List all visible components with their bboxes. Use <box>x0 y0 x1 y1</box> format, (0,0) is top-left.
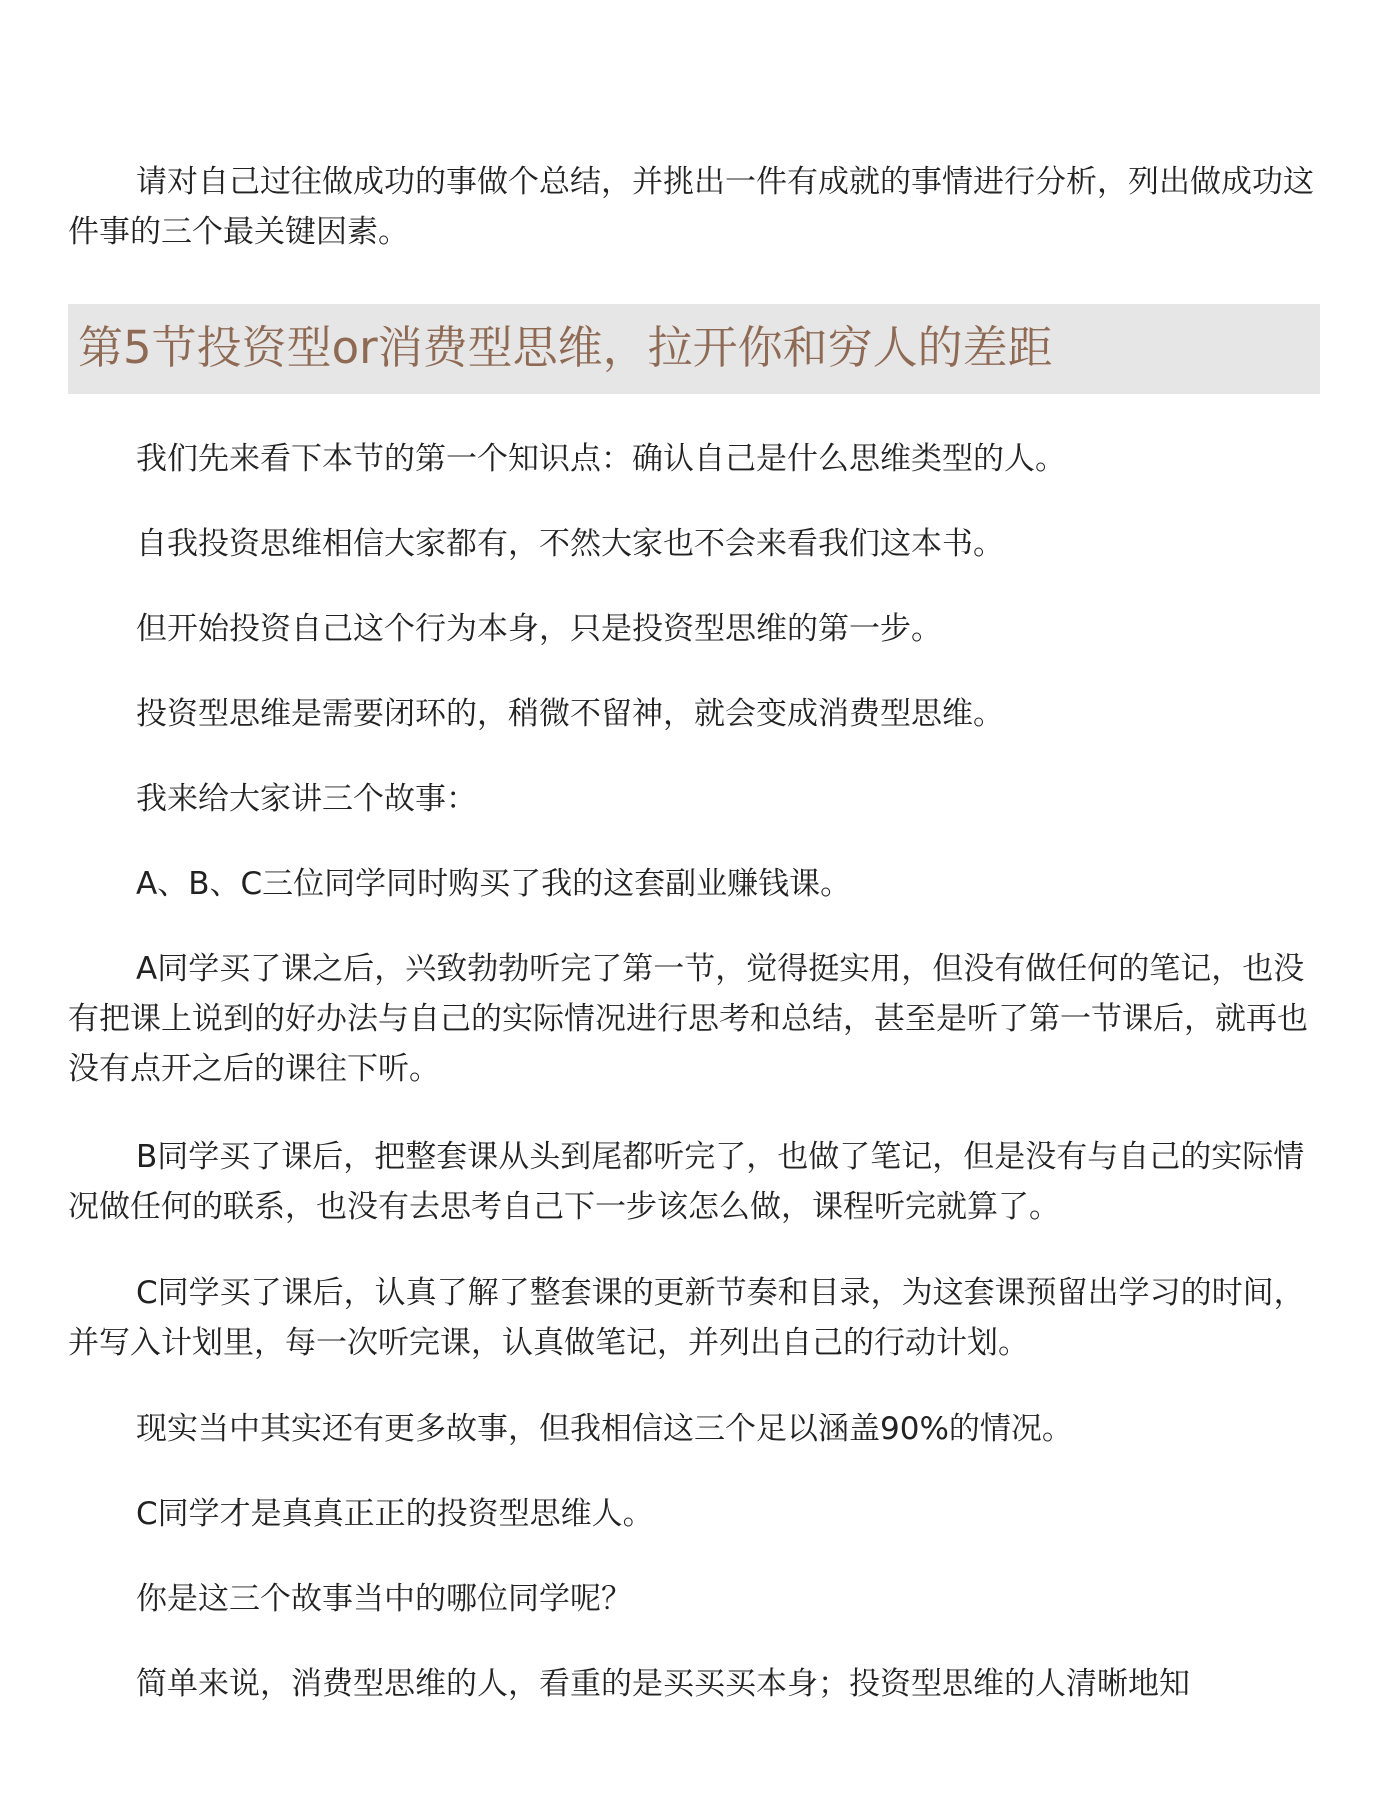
paragraph-10: 现实当中其实还有更多故事，但我相信这三个足以涵盖90%的情况。 <box>136 1411 1073 1447</box>
paragraph-2: 自我投资思维相信大家都有，不然大家也不会来看我们这本书。 <box>136 526 1004 562</box>
intro-paragraph: 请对自己过往做成功的事做个总结，并挑出一件有成就的事情进行分析，列出做成功这件事的三个最关键因素。 <box>68 164 1314 250</box>
paragraph-4: 投资型思维是需要闭环的，稍微不留神，就会变成消费型思维。 <box>136 696 1004 732</box>
paragraph-9: C同学买了课后，认真了解了整套课的更新节奏和目录，为这套课预留出学习的时间，并写入计划里，每一次听完课，认真做笔记，并列出自己的行动计划。 <box>68 1275 1305 1361</box>
paragraph-11: C同学才是真真正正的投资型思维人。 <box>136 1496 654 1532</box>
paragraph-13: 简单来说，消费型思维的人，看重的是买买买本身；投资型思维的人清晰地知 <box>136 1666 1190 1702</box>
paragraph-7: A同学买了课之后，兴致勃勃听完了第一节，觉得挺实用，但没有做任何的笔记，也没有把课上说到的好办法与自己的实际情况进行思考和总结，甚至是听了第一节课后，就再也没有点开之后的课往下听。 <box>68 951 1308 1087</box>
paragraph-6: A、B、C三位同学同时购买了我的这套副业赚钱课。 <box>136 866 852 902</box>
paragraph-5: 我来给大家讲三个故事： <box>136 781 477 817</box>
paragraph-8: B同学买了课后，把整套课从头到尾都听完了，也做了笔记，但是没有与自己的实际情况做任何的联系，也没有去思考自己下一步该怎么做，课程听完就算了。 <box>68 1139 1305 1225</box>
section-heading-box <box>68 304 1320 394</box>
paragraph-1: 我们先来看下本节的第一个知识点：确认自己是什么思维类型的人。 <box>136 441 1066 477</box>
paragraph-12: 你是这三个故事当中的哪位同学呢？ <box>136 1581 632 1617</box>
section-heading: 第5节投资型or消费型思维，拉开你和穷人的差距 <box>78 321 1053 374</box>
paragraph-3: 但开始投资自己这个行为本身，只是投资型思维的第一步。 <box>136 611 942 647</box>
